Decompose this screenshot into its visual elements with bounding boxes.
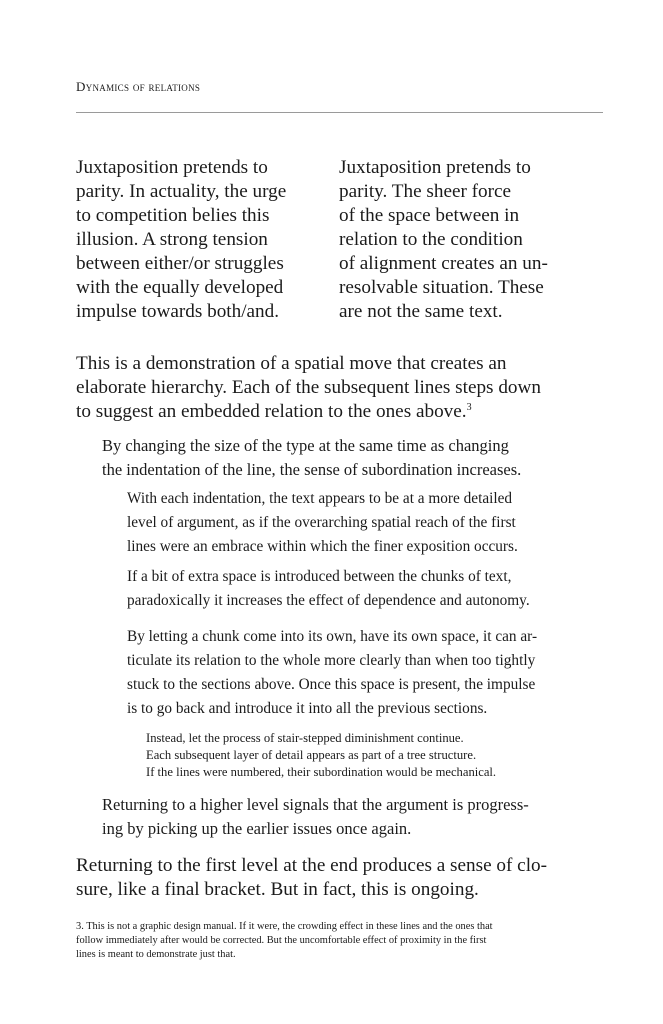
paragraph-line: If the lines were numbered, their subordination would be mechanical. bbox=[146, 765, 497, 779]
right-column-line: parity. The sheer force bbox=[339, 181, 512, 202]
paragraph-line: By letting a chunk come into its own, have its own space, it can ar- bbox=[127, 628, 538, 645]
left-column-line: with the equally developed bbox=[76, 277, 284, 298]
paragraph-level-3 bbox=[127, 625, 537, 721]
footnote-reference[interactable]: 3 bbox=[466, 402, 472, 413]
paragraph-line: Each subsequent layer of detail appears as part of a tree structure. bbox=[146, 748, 477, 762]
paragraph-level-1 bbox=[76, 352, 541, 424]
paragraph-line: By changing the size of the type at the same time as changing bbox=[102, 436, 509, 455]
paragraph-level-2 bbox=[102, 793, 529, 841]
right-column-line: resolvable situation. These bbox=[339, 277, 544, 298]
paragraph-line: is to go back and introduce it into all the previous sections. bbox=[127, 700, 488, 717]
right-column-line: of alignment creates an un- bbox=[339, 253, 548, 274]
footnote-line: 3. This is not a graphic design manual. If it were, the crowding effect in these lines and the ones that bbox=[76, 921, 493, 932]
left-column bbox=[76, 156, 321, 324]
running-head: Dynamics of relations bbox=[76, 79, 201, 94]
footnote-line: follow immediately after would be corrected. But the uncomfortable effect of proximity in the first bbox=[76, 935, 487, 946]
paragraph-line: the indentation of the line, the sense of subordination increases. bbox=[102, 460, 522, 479]
paragraph-line-text: to suggest an embedded relation to the ones above. bbox=[76, 401, 467, 422]
right-column-line: of the space between in bbox=[339, 205, 520, 226]
left-column-line: parity. In actuality, the urge bbox=[76, 181, 287, 202]
paragraph-line-with-footnote bbox=[76, 400, 541, 424]
left-column-line: between either/or struggles bbox=[76, 253, 284, 274]
paragraph-line: Returning to a higher level signals that the argument is progress- bbox=[102, 795, 529, 814]
left-column-line: to competition belies this bbox=[76, 205, 270, 226]
paragraph-line: paradoxically it increases the effect of dependence and autonomy. bbox=[127, 592, 530, 609]
left-column-line: Juxtaposition pretends to bbox=[76, 157, 268, 178]
header-rule bbox=[76, 112, 603, 113]
paragraph-level-2 bbox=[102, 434, 521, 482]
paragraph-level-4 bbox=[146, 730, 496, 781]
paragraph-line: ing by picking up the earlier issues once again. bbox=[102, 819, 412, 838]
paragraph-line: lines were an embrace within which the finer exposition occurs. bbox=[127, 538, 518, 555]
paragraph-line: Returning to the first level at the end produces a sense of clo- bbox=[76, 855, 548, 876]
paragraph-line: stuck to the sections above. Once this space is present, the impulse bbox=[127, 676, 536, 693]
right-column-line: are not the same text. bbox=[339, 301, 503, 322]
paragraph-level-3 bbox=[127, 565, 530, 613]
right-column-line: relation to the condition bbox=[339, 229, 523, 250]
left-column-line: impulse towards both/and. bbox=[76, 301, 280, 322]
right-column-line: Juxtaposition pretends to bbox=[339, 157, 531, 178]
paragraph-line: With each indentation, the text appears to be at a more detailed bbox=[127, 490, 513, 507]
paragraph-level-3 bbox=[127, 487, 518, 559]
left-column-line: illusion. A strong tension bbox=[76, 229, 268, 250]
paragraph-line: sure, like a final bracket. But in fact, this is ongoing. bbox=[76, 879, 479, 900]
paragraph-line: level of argument, as if the overarching spatial reach of the first bbox=[127, 514, 516, 531]
paragraph-line: If a bit of extra space is introduced between the chunks of text, bbox=[127, 568, 512, 585]
right-column bbox=[339, 156, 584, 324]
paragraph-line: This is a demonstration of a spatial move that creates an bbox=[76, 353, 507, 374]
paragraph-line: ticulate its relation to the whole more clearly than when too tightly bbox=[127, 652, 536, 669]
footnote bbox=[76, 920, 493, 962]
paragraph-line: Instead, let the process of stair-stepped diminishment continue. bbox=[146, 731, 464, 745]
footnote-line: lines is meant to demonstrate just that. bbox=[76, 949, 236, 960]
paragraph-line: elaborate hierarchy. Each of the subsequent lines steps down bbox=[76, 377, 541, 398]
paragraph-level-1 bbox=[76, 854, 547, 902]
